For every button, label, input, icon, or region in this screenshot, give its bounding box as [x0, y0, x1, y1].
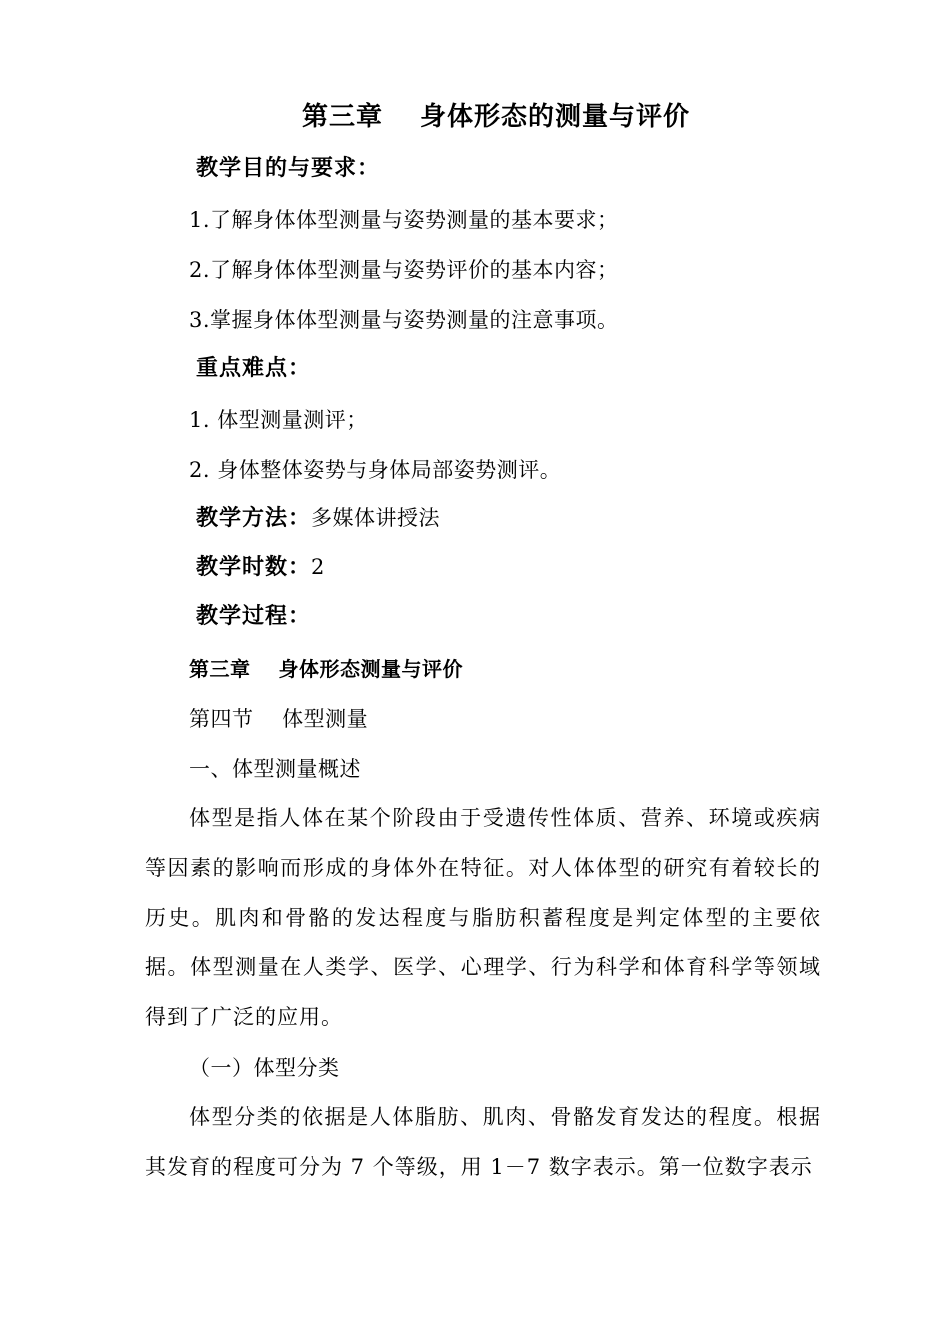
key-points-heading: 重点难点：	[196, 356, 312, 381]
objective-item: 2.了解身体体型测量与姿势评价的基本内容；	[189, 258, 619, 282]
sub-item-heading: （一）体型分类	[189, 1056, 340, 1080]
paragraph-body-type-overview: 体型是指人体在某个阶段由于受遗传性体质、营养、环境或疾病等因素的影响而形成的身体外在特征。对人体体型的研究有着较长的历史。肌肉和骨骼的发达程度与脂肪积蓄程度是判定体型的主要依据。体型测量在人类学、医学、心理学、行为科学和体育科学等领域得到了广泛的应用。	[145, 806, 821, 1030]
teaching-method	[196, 504, 440, 534]
paragraph-body-type-classification: 体型分类的依据是人体脂肪、肌肉、骨骼发育发达的程度。根据其发育的程度可分为 7 个等级，用 1－7 数字表示。第一位数字表示	[145, 1105, 821, 1179]
teaching-hours	[196, 553, 325, 583]
teaching-method-label: 教学方法：	[196, 506, 312, 531]
teaching-process-heading: 教学过程：	[196, 604, 312, 629]
subsection-heading: 一、体型测量概述	[189, 757, 361, 781]
chapter-heading: 第三章 身体形态测量与评价	[189, 657, 463, 681]
key-point-item: 1. 体型测量测评；	[189, 408, 368, 432]
teaching-hours-value: 2	[311, 555, 325, 579]
objectives-heading: 教学目的与要求：	[196, 156, 381, 181]
section-heading: 第四节 体型测量	[189, 707, 369, 731]
objective-item: 3.掌握身体体型测量与姿势测量的注意事项。	[189, 308, 619, 332]
objective-item: 1.了解身体体型测量与姿势测量的基本要求；	[189, 208, 619, 232]
teaching-method-value: 多媒体讲授法	[311, 506, 441, 530]
teaching-hours-label: 教学时数：	[196, 555, 312, 580]
key-point-item: 2. 身体整体姿势与身体局部姿势测评。	[189, 458, 562, 482]
page-title: 第三章 身体形态的测量与评价	[302, 102, 691, 132]
